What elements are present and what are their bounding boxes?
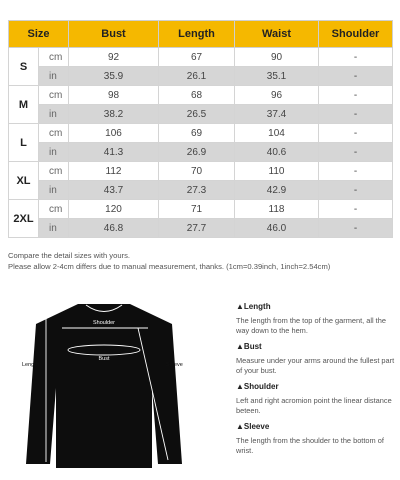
length-cell: 71 [159,200,235,219]
unit-in: in [39,67,69,86]
shoulder-cell: - [319,67,393,86]
table-row [9,86,393,105]
length-cell: 26.9 [159,143,235,162]
size-label: M [9,86,39,124]
shoulder-cell: - [319,105,393,124]
waist-cell: 46.0 [235,219,319,238]
guide-length-desc: The length from the top of the garment, all the way down to the hem. [236,316,386,335]
garment-diagram [20,296,200,472]
bust-cell: 106 [69,124,159,143]
table-row [9,181,393,200]
table-row [9,67,393,86]
table-row [9,219,393,238]
unit-cm: cm [39,162,69,181]
shoulder-cell: - [319,219,393,238]
unit-cm: cm [39,48,69,67]
length-cell: 27.7 [159,219,235,238]
unit-cm: cm [39,124,69,143]
waist-cell: 118 [235,200,319,219]
unit-in: in [39,219,69,238]
bust-cell: 41.3 [69,143,159,162]
table-row [9,105,393,124]
size-label: L [9,124,39,162]
note-compare: Compare the detail sizes with yours. [8,251,130,260]
shoulder-cell: - [319,200,393,219]
sleeve-label: Sleeve [166,362,183,368]
unit-in: in [39,105,69,124]
bust-cell: 35.9 [69,67,159,86]
shoulder-cell: - [319,143,393,162]
waist-cell: 110 [235,162,319,181]
shoulder-cell: - [319,162,393,181]
waist-cell: 40.6 [235,143,319,162]
size-label: XL [9,162,39,200]
bust-cell: 46.8 [69,219,159,238]
length-cell: 26.1 [159,67,235,86]
header-length: Length [159,21,235,48]
bust-cell: 38.2 [69,105,159,124]
note-allowance: Please allow 2-4cm differs due to manual measurement, thanks. (1cm=0.39inch, 1inch=2.54cm) [8,262,331,271]
table-row [9,143,393,162]
bust-cell: 92 [69,48,159,67]
waist-cell: 42.9 [235,181,319,200]
table-header-row [9,21,393,48]
length-cell: 70 [159,162,235,181]
length-cell: 27.3 [159,181,235,200]
guide-shoulder-desc: Left and right acromion point the linear distance beteen. [236,396,392,415]
guide-bust-title: ▲Bust [236,342,262,351]
guide-shoulder-title: ▲Shoulder [236,382,279,391]
bust-cell: 120 [69,200,159,219]
table-row [9,162,393,181]
waist-cell: 35.1 [235,67,319,86]
length-cell: 26.5 [159,105,235,124]
length-cell: 68 [159,86,235,105]
shoulder-cell: - [319,181,393,200]
guide-sleeve-desc: The length from the shoulder to the bottom of wrist. [236,436,384,455]
measurement-guide [236,302,396,462]
unit-cm: cm [39,86,69,105]
guide-sleeve-title: ▲Sleeve [236,422,270,431]
waist-cell: 104 [235,124,319,143]
header-waist: Waist [235,21,319,48]
table-row [9,124,393,143]
shoulder-label: Shoulder [92,320,116,326]
header-size: Size [9,21,69,48]
length-cell: 69 [159,124,235,143]
unit-cm: cm [39,200,69,219]
bust-cell: 98 [69,86,159,105]
size-label: S [9,48,39,86]
bust-label: Bust [98,356,110,362]
guide-length-title: ▲Length [236,302,271,311]
bust-cell: 43.7 [69,181,159,200]
length-label: Length [22,362,39,368]
table-row [9,48,393,67]
table-row [9,200,393,219]
shoulder-cell: - [319,48,393,67]
size-label: 2XL [9,200,39,238]
header-shoulder: Shoulder [319,21,393,48]
header-bust: Bust [69,21,159,48]
garment-silhouette [26,304,182,468]
unit-in: in [39,143,69,162]
waist-cell: 90 [235,48,319,67]
waist-cell: 96 [235,86,319,105]
shoulder-cell: - [319,86,393,105]
guide-bust-desc: Measure under your arms around the fullest part of your bust. [236,356,395,375]
bust-cell: 112 [69,162,159,181]
length-cell: 67 [159,48,235,67]
size-chart-table [8,20,393,238]
shoulder-cell: - [319,124,393,143]
waist-cell: 37.4 [235,105,319,124]
unit-in: in [39,181,69,200]
